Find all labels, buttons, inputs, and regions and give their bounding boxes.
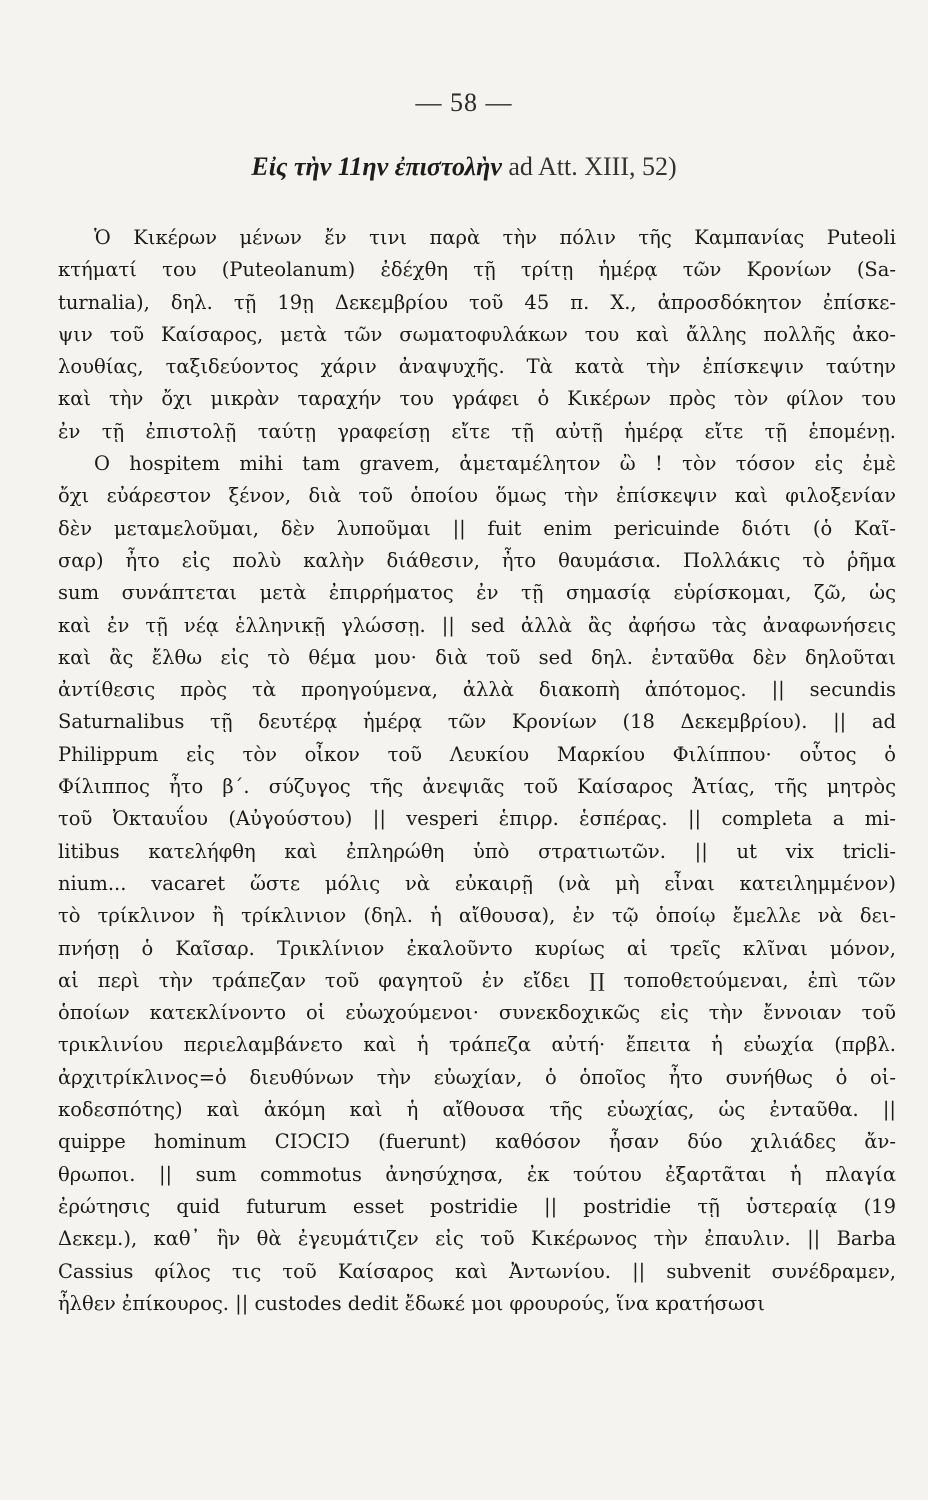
- text-line: καὶ ἐν τῇ νέᾳ ἑλληνικῇ γλώσσῃ. || sed ἀλλὰ ἂς ἀφήσω τὰς ἀναφωνήσεις: [58, 613, 896, 637]
- text-line: ψιν τοῦ Καίσαρος, μετὰ τῶν σωματοφυλάκων του καὶ ἄλλης πολλῆς ἀκο-: [58, 322, 896, 346]
- text-line: O hospitem mihi tam gravem, ἀμεταμέλητον ὢ ! τὸν τόσον εἰς ἐμὲ: [94, 452, 896, 476]
- text-line: πνήσῃ ὁ Καῖσαρ. Τρικλίνιον ἐκαλοῦντο κυρίως αἱ τρεῖς κλῖναι μόνον,: [58, 936, 896, 960]
- text-line: τὸ τρίκλινον ἢ τρίκλινιον (δηλ. ἡ αἴθουσα), ἐν τῷ ὁποίῳ ἔμελλε νὰ δει-: [58, 904, 896, 928]
- text-line: Δεκεμ.), καθ᾽ ἣν θὰ ἐγευμάτιζεν εἰς τοῦ Κικέρωνος τὴν ἐπαυλιν. || Barba: [58, 1227, 896, 1251]
- text-line: ἐρώτησις quid futurum esset postridie || postridie τῇ ὑστεραίᾳ (19: [58, 1194, 896, 1218]
- section-heading: [0, 152, 928, 182]
- text-line: τρικλινίου περιελαμβάνετο καὶ ἡ τράπεζα αὐτή· ἔπειτα ἡ εὐωχία (πρβλ.: [58, 1033, 896, 1057]
- text-line: ὄχι εὐάρεστον ξένον, διὰ τοῦ ὁποίου ὅμως τὴν ἐπίσκεψιν καὶ φιλοξενίαν: [58, 484, 896, 508]
- text-line: λουθίας, ταξιδεύοντος χάριν ἀναψυχῆς. Τὰ κατὰ τὴν ἐπίσκεψιν ταύτην: [58, 355, 896, 379]
- text-line: ἀρχιτρίκλινος=ὁ διευθύνων τὴν εὐωχίαν, ὁ ὁποῖος ἦτο συνήθως ὁ οἰ-: [58, 1065, 896, 1089]
- text-line: δὲν μεταμελοῦμαι, δὲν λυποῦμαι || fuit enim pericuinde διότι (ὁ Καῖ-: [58, 516, 896, 540]
- text-line: litibus κατελήφθη καὶ ἐπληρώθη ὑπὸ στρατιωτῶν. || ut vix tricli-: [58, 839, 896, 863]
- text-line: θρωποι. || sum commotus ἀνησύχησα, ἐκ τούτου ἐξαρτᾶται ἡ πλαγία: [58, 1162, 896, 1186]
- text-line: Φίλιππος ἦτο β΄. σύζυγος τῆς ἀνεψιᾶς τοῦ Καίσαρος Ἀτίας, τῆς μητρὸς: [58, 775, 896, 799]
- text-line: ὁποίων κατεκλίνοντο οἱ εὐωχούμενοι· συνεκδοχικῶς εἰς τὴν ἔννοιαν τοῦ: [58, 1001, 896, 1025]
- text-line: καὶ τὴν ὄχι μικρὰν ταραχήν του γράφει ὁ Κικέρων πρὸς τὸν φίλον του: [58, 387, 896, 411]
- heading-latin: ad Att. XIII, 52): [508, 152, 677, 181]
- text-line: ἀντίθεσις πρὸς τὰ προηγούμενα, ἀλλὰ διακοπὴ ἀπότομος. || secundis: [58, 678, 896, 702]
- text-line: τοῦ Ὀκταυΐου (Αὐγούστου) || vesperi ἑπιρρ. ἑσπέρας. || completa a mi-: [58, 807, 896, 831]
- text-line: κτήματί του (Puteolanum) ἐδέχθη τῇ τρίτῃ ἡμέρᾳ τῶν Κρονίων (Sa-: [58, 258, 896, 282]
- text-line: turnalia), δηλ. τῇ 19ῃ Δεκεμβρίου τοῦ 45 π. Χ., ἀπροσδόκητον ἐπίσκε-: [58, 290, 896, 314]
- text-line: σαρ) ἦτο εἰς πολὺ καλὴν διάθεσιν, ἦτο θαυμάσια. Πολλάκις τὸ ῥῆμα: [58, 548, 896, 572]
- text-line: Philippum εἰς τὸν οἶκον τοῦ Λευκίου Μαρκίου Φιλίππου· οὗτος ὁ: [58, 742, 896, 766]
- text-line: Saturnalibus τῇ δευτέρᾳ ἡμέρᾳ τῶν Κρονίων (18 Δεκεμβρίου). || ad: [58, 710, 896, 734]
- text-line: ἐν τῇ ἐπιστολῇ ταύτῃ γραφείσῃ εἴτε τῇ αὐτῇ ἡμέρᾳ εἴτε τῇ ἑπομένῃ.: [58, 419, 896, 443]
- text-line: αἱ περὶ τὴν τράπεζαν τοῦ φαγητοῦ ἐν εἴδει ∏ τοποθετούμεναι, ἐπὶ τῶν: [58, 968, 896, 992]
- text-line: Ὁ Κικέρων μένων ἔν τινι παρὰ τὴν πόλιν τῆς Καμπανίας Puteoli: [94, 226, 896, 249]
- text-line: sum συνάπτεται μετὰ ἐπιρρήματος ἐν τῇ σημασίᾳ εὑρίσκομαι, ζῶ, ὡς: [58, 581, 896, 605]
- text-line: nium... vacaret ὥστε μόλις νὰ εὐκαιρῇ (νὰ μὴ εἶναι κατειλημμένον): [58, 871, 896, 895]
- text-line: καὶ ἂς ἔλθω εἰς τὸ θέμα μου· διὰ τοῦ sed δηλ. ἐνταῦθα δὲν δηλοῦται: [58, 645, 896, 669]
- commentary-text: [58, 222, 896, 1320]
- text-line: ἦλθεν ἐπίκουρος. || custodes dedit ἔδωκέ μοι φρουρούς, ἵνα κρατήσωσι: [58, 1291, 765, 1315]
- text-line: κοδεσπότης) καὶ ἀκόμη καὶ ἡ αἴθουσα τῆς εὐωχίας, ὡς ἐνταῦθα. ||: [58, 1098, 896, 1122]
- heading-greek: Εἰς τὴν 11ην ἐπιστολὴν: [251, 152, 502, 181]
- page-number: — 58 —: [415, 88, 513, 117]
- text-line: Cassius φίλος τις τοῦ Καίσαρος καὶ Ἀντωνίου. || subvenit συνέδραμεν,: [58, 1259, 896, 1283]
- text-line: quippe hominum CIↃCIↃ (fuerunt) καθόσον ἦσαν δύο χιλιάδες ἄν-: [58, 1130, 896, 1154]
